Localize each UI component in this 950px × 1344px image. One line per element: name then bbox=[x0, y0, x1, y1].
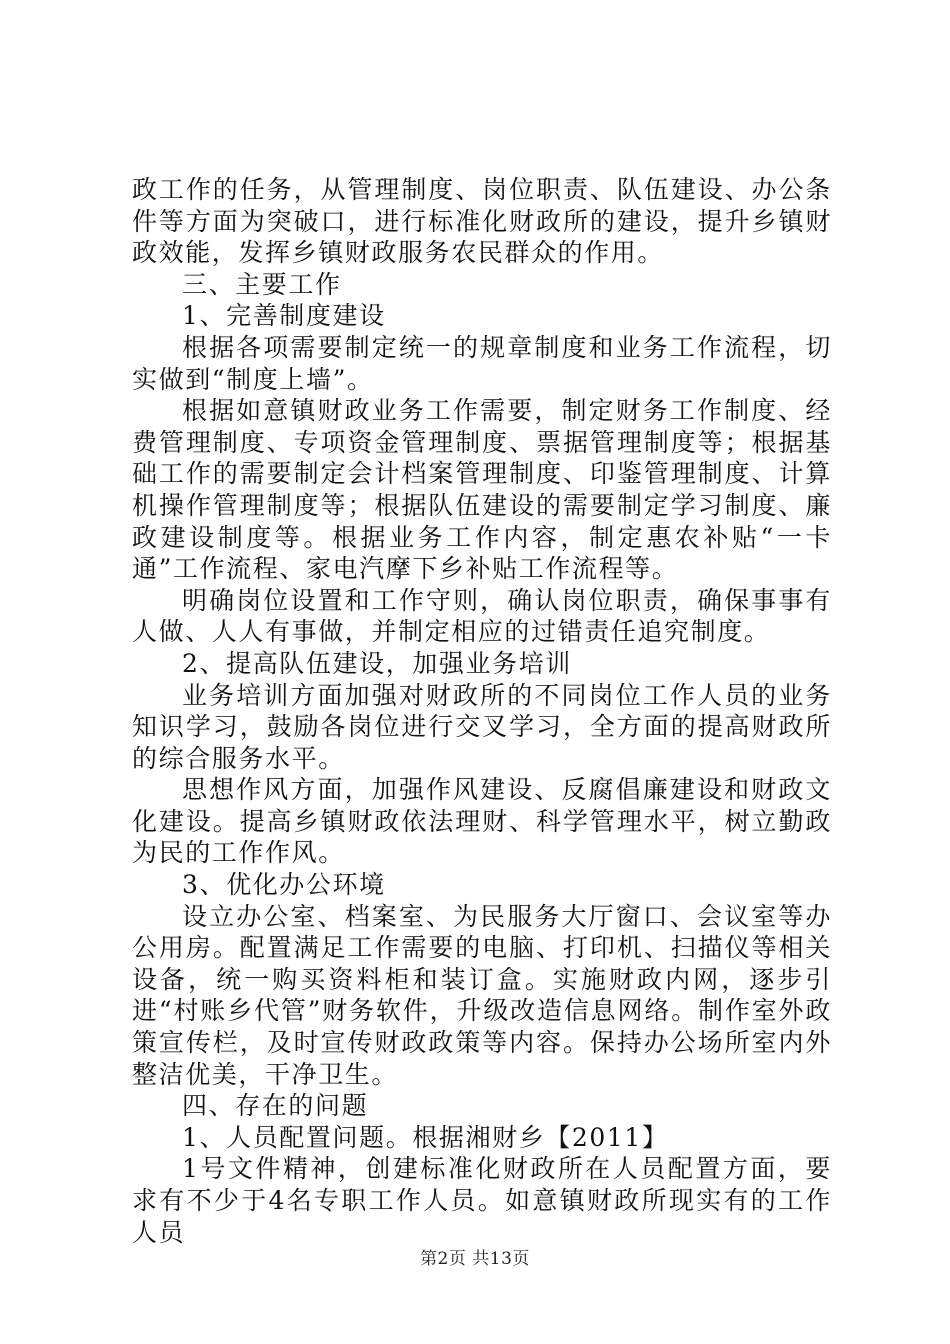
document-body bbox=[132, 174, 832, 1248]
page-footer: 第2页 共13页 bbox=[420, 1249, 530, 1269]
paragraph: 1号文件精神，创建标准化财政所在人员配置方面，要求有不少于4名专职工作人员。如意镇财政所现实有的工作人员 bbox=[132, 1154, 832, 1247]
paragraph: 思想作风方面，加强作风建设、反腐倡廉建设和财政文化建设。提高乡镇财政依法理财、科学管理水平，树立勤政为民的工作作风。 bbox=[132, 775, 832, 868]
section-heading: 四、存在的问题 bbox=[182, 1091, 369, 1121]
subsection-heading: 1、完善制度建设 bbox=[182, 301, 386, 331]
subsection-heading: 2、提高队伍建设，加强业务培训 bbox=[182, 648, 572, 678]
paragraph: 设立办公室、档案室、为民服务大厅窗口、会议室等办公用房。配置满足工作需要的电脑、打印机、扫描仪等相关设备，统一购买资料柜和装订盒。实施财政内网，逐步引进“村账乡代管”财务软件，升级改造信息网络。制作室外政策宣传栏，及时宣传财政政策等内容。保持办公场所室内外整洁优美，干净卫生。 bbox=[132, 901, 832, 1089]
paragraph: 业务培训方面加强对财政所的不同岗位工作人员的业务知识学习，鼓励各岗位进行交叉学习，全方面的提高财政所的综合服务水平。 bbox=[132, 680, 832, 773]
paragraph: 1、人员配置问题。根据湘财乡【2011】 bbox=[182, 1122, 669, 1152]
paragraph: 政工作的任务，从管理制度、岗位职责、队伍建设、办公条件等方面为突破口，进行标准化财政所的建设，提升乡镇财政效能，发挥乡镇财政服务农民群众的作用。 bbox=[132, 175, 832, 268]
paragraph: 明确岗位设置和工作守则，确认岗位职责，确保事事有人做、人人有事做，并制定相应的过错责任追究制度。 bbox=[132, 585, 832, 647]
section-heading: 三、主要工作 bbox=[182, 269, 342, 299]
paragraph: 根据各项需要制定统一的规章制度和业务工作流程，切实做到“制度上墙”。 bbox=[132, 332, 832, 394]
subsection-heading: 3、优化办公环境 bbox=[182, 870, 386, 900]
paragraph: 根据如意镇财政业务工作需要，制定财务工作制度、经费管理制度、专项资金管理制度、票据管理制度等；根据基础工作的需要制定会计档案管理制度、印鉴管理制度、计算机操作管理制度等；根据队伍建设的需要制定学习制度、廉政建设制度等。根据业务工作内容，制定惠农补贴“一卡通”工作流程、家电汽摩下乡补贴工作流程等。 bbox=[132, 396, 832, 584]
